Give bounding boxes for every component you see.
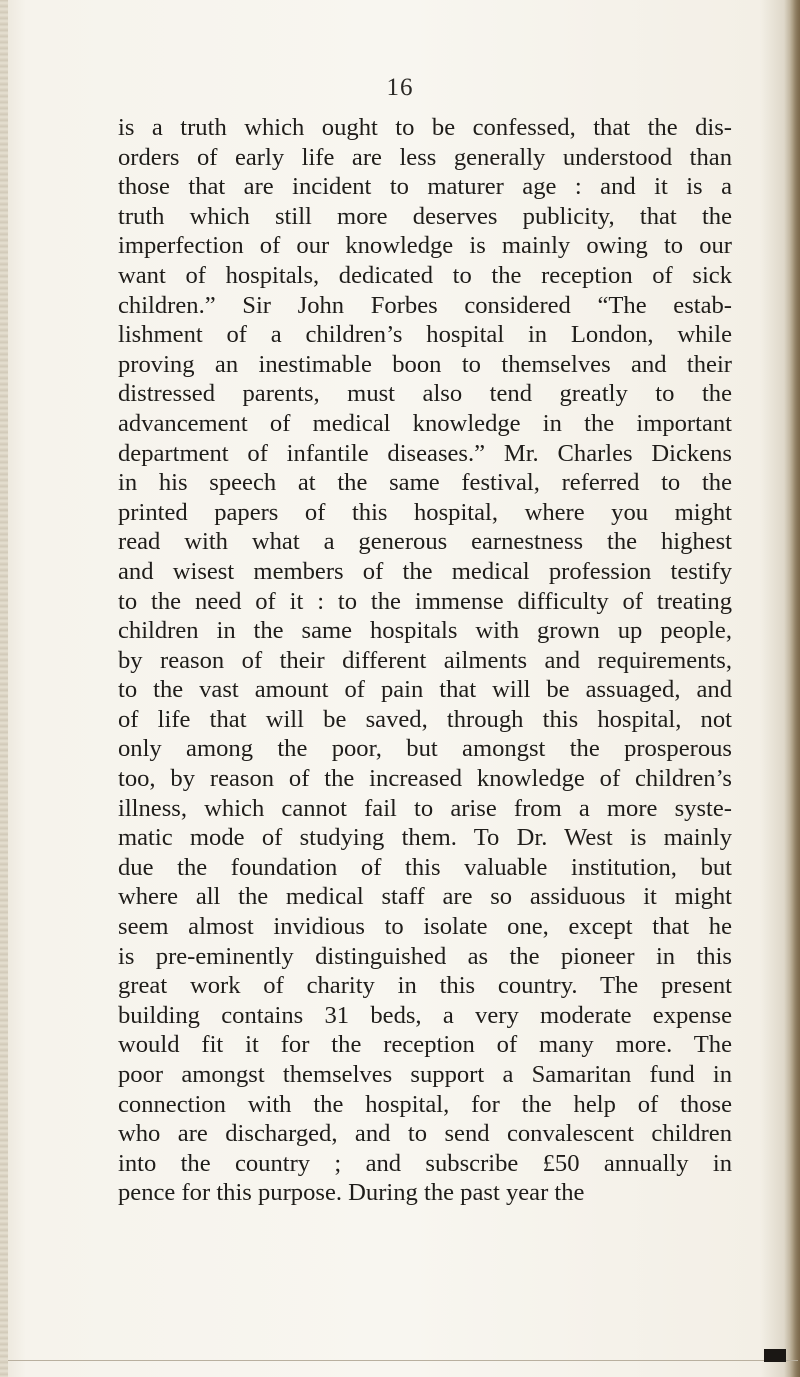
text-line: due the foundation of this valuable institution, but [118,853,732,881]
text-line: connection with the hospital, for the help of those [118,1090,732,1118]
text-line: and wisest members of the medical profession testify [118,557,732,585]
text-line: lishment of a children’s hospital in London, while [118,321,732,349]
text-line: to the need of it : to the immense difficulty of treating [118,587,732,615]
text-line: building contains 31 beds, a very moderate expense [118,1001,732,1029]
page-number: 16 [386,74,414,101]
text-line: matic mode of studying them. To Dr. West is mainly [118,824,732,852]
text-line: to the vast amount of pain that will be assuaged, and [118,676,732,704]
text-line: is pre-eminently distinguished as the pioneer in this [118,942,732,970]
text-line: great work of charity in this country. The present [118,972,732,1000]
text-line: department of infantile diseases.” Mr. Charles Dickens [118,439,732,467]
text-line: poor amongst themselves support a Samaritan fund in [118,1061,732,1088]
bottom-edge-rule [8,1360,798,1361]
text-line: those that are incident to maturer age : and it is a [118,173,732,201]
text-line: read with what a generous earnestness the highest [118,528,732,556]
body-text [118,113,732,1208]
text-line: into the country ; and subscribe £50 annually in [118,1149,732,1177]
text-line: truth which still more deserves publicity, that the [118,202,732,230]
text-line: proving an inestimable boon to themselves and their [118,350,732,378]
text-line: of life that will be saved, through this hospital, not [118,705,732,733]
text-line: illness, which cannot fail to arise from a more syste- [118,794,732,822]
text-line: advancement of medical knowledge in the important [118,409,732,437]
text-line: would fit it for the reception of many more. The [118,1031,732,1059]
binding-shadow [784,0,800,1377]
text-line: children.” Sir John Forbes considered “The estab- [118,291,732,319]
text-line: by reason of their different ailments and requirements, [118,646,732,674]
text-line: too, by reason of the increased knowledge of children’s [118,765,732,793]
page-left-edge [0,0,8,1377]
text-line: who are discharged, and to send convalescent children [118,1120,732,1148]
text-line: in his speech at the same festival, referred to the [118,469,732,497]
text-line: children in the same hospitals with grown up people, [118,617,732,645]
text-line: want of hospitals, dedicated to the reception of sick [118,261,732,289]
text-line: printed papers of this hospital, where you might [118,498,732,526]
text-line: imperfection of our knowledge is mainly owing to our [118,232,732,260]
text-line: is a truth which ought to be confessed, that the dis- [118,114,732,141]
text-line: seem almost invidious to isolate one, except that he [118,913,732,941]
text-line: where all the medical staff are so assiduous it might [118,883,732,911]
text-line: orders of early life are less generally understood than [118,143,732,171]
scan-corner-mark [764,1349,786,1362]
text-line: only among the poor, but amongst the prosperous [118,735,732,763]
text-line: pence for this purpose. During the past year the [118,1179,585,1207]
text-line: distressed parents, must also tend greatly to the [118,380,732,408]
